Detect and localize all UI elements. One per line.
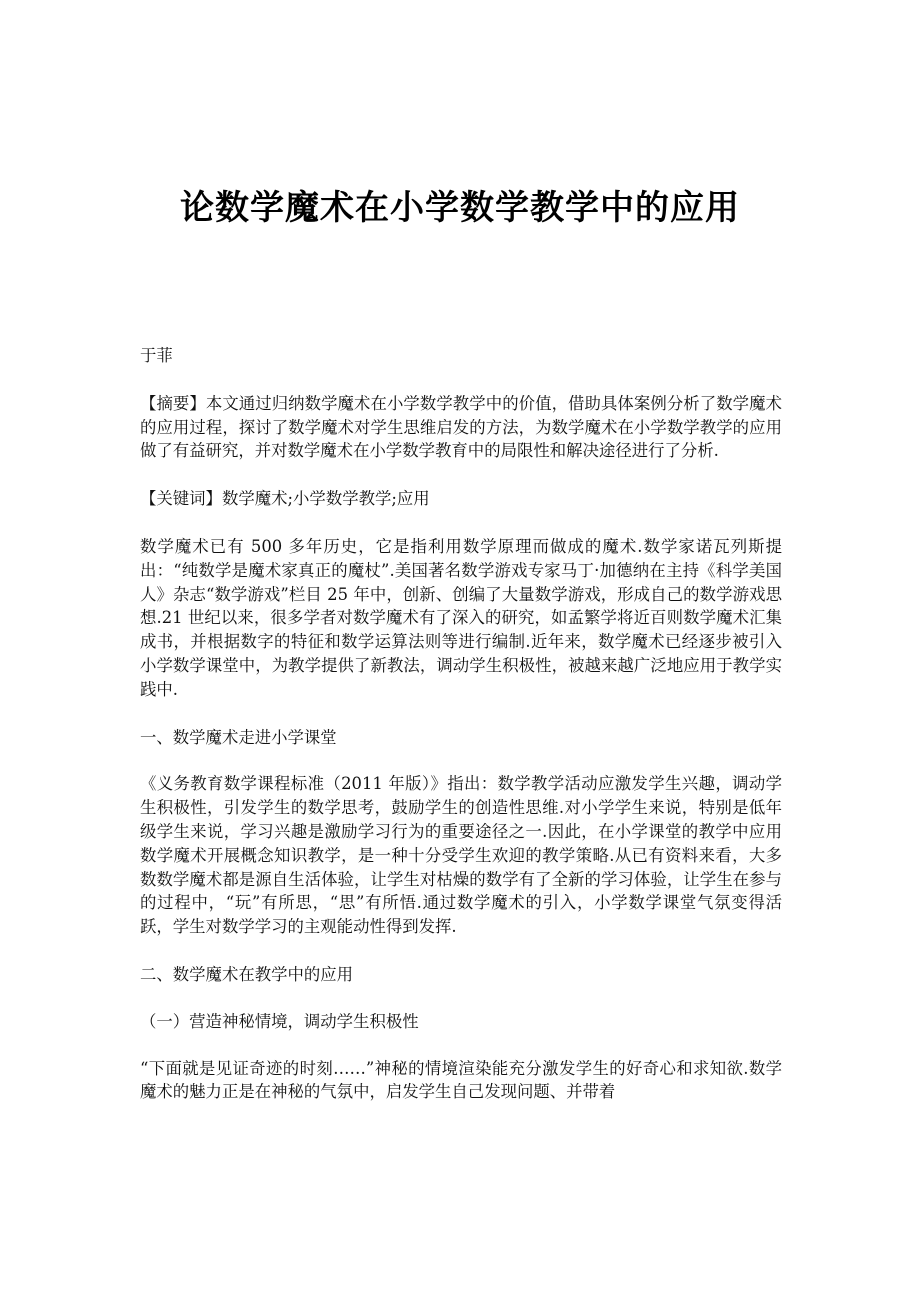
intro-paragraph: 数学魔术已有 500 多年历史，它是指利用数学原理而做成的魔术.数学家诺瓦列斯提出：“纯数学是魔术家真正的魔杖”.美国著名数学游戏专家马丁·加德纳在主持《科学美国人》杂志“数学游戏”栏目 25 年中，创新、创编了大量数学游戏，形成自己的数学游戏思想.21 世纪以来，很多学者对数学魔术有了深入的研究，如孟繁学将近百则数学魔术汇集成书，并根据数字的特征和数学运算法则等进行编制.近年来，数学魔术已经逐步被引入小学数学课堂中，为教学提供了新教法，调动学生积极性，被越来越广泛地应用于教学实践中. — [140, 536, 782, 699]
section-1-paragraph: 《义务教育数学课程标准（2011 年版）》指出：数学教学活动应激发学生兴趣，调动学生积极性，引发学生的数学思考，鼓励学生的创造性思维.对小学学生来说，特别是低年级学生来说，学习兴趣是激励学习行为的重要途径之一.因此，在小学课堂的教学中应用数学魔术开展概念知识教学，是一种十分受学生欢迎的教学策略.从已有资料来看，大多数数学魔术都是源自生活体验，让学生对枯燥的数学有了全新的学习体验，让学生在参与的过程中，“玩”有所思，“思”有所悟.通过数学魔术的引入，小学数学课堂气氛变得活跃，学生对数学学习的主观能动性得到发挥. — [140, 774, 782, 937]
keywords-paragraph: 【关键词】数学魔术;小学数学教学;应用 — [140, 489, 430, 509]
abstract-paragraph: 【摘要】本文通过归纳数学魔术在小学数学教学中的价值，借助具体案例分析了数学魔术的应用过程，探讨了数学魔术对学生思维启发的方法，为数学魔术在小学数学教学的应用做了有益研究，并对数学魔术在小学数学教育中的局限性和解决途径进行了分析. — [140, 393, 782, 461]
section-2-subheading: （一）营造神秘情境，调动学生积极性 — [140, 1011, 419, 1031]
author-name: 于菲 — [140, 346, 173, 365]
document-body — [140, 344, 782, 1128]
document-title: 论数学魔术在小学数学教学中的应用 — [180, 188, 740, 228]
section-2-paragraph: “下面就是见证奇迹的时刻……”神秘的情境渲染能充分激发学生的好奇心和求知欲.数学魔术的魅力正是在神秘的气氛中，启发学生自己发现问题、并带着 — [140, 1058, 782, 1102]
section-2-heading: 二、数学魔术在教学中的应用 — [140, 964, 354, 984]
section-1-heading: 一、数学魔术走进小学课堂 — [140, 727, 337, 747]
